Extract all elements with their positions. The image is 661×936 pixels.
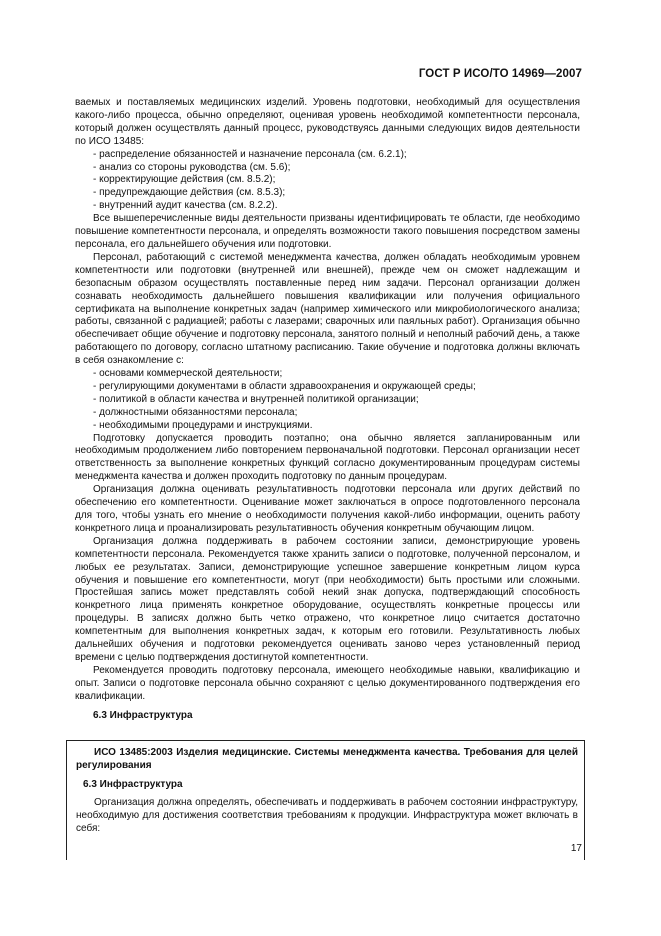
section-heading: 6.3 Инфраструктура xyxy=(93,709,193,721)
training-topics-list xyxy=(75,368,580,433)
document-code-header: ГОСТ Р ИСО/ТО 14969—2007 xyxy=(418,68,582,80)
paragraph: Рекомендуется проводить подготовку персонала, имеющего необходимые навыки, квалификацию и опыт. Записи о подготовке персонала обычно сохраняют с целью документированного подтверждения его квалификации. xyxy=(75,664,580,702)
quoted-section-heading: 6.3 Инфраструктура xyxy=(83,778,183,790)
list-item: - внутренний аудит качества (см. 8.2.2). xyxy=(93,200,278,212)
list-item: - корректирующие действия (см. 8.5.2); xyxy=(93,174,276,186)
paragraph: Организация должна оценивать результативность подготовки персонала или других действий по обеспечению его компетентности. Оценивание может заключаться в опросе подготовленного персонала для того, чтобы узнать его мнение о необходимости получения какой-либо информации, оценить работу конкретного лица и проанализировать результативность обучения конкретным обучающим лицом. xyxy=(75,484,580,534)
list-item: - анализ со стороны руководства (см. 5.6); xyxy=(93,161,291,173)
paragraph: Подготовку допускается проводить поэтапно; она обычно является запланированным или необходимым продолжением либо повторением первоначальной подготовки. Персонал организации несет ответственность за выполнение конкретных функций согласно документированным процедурам системы менеджмента качества и должен проходить подготовку по данным процедурам. xyxy=(75,432,580,483)
main-text xyxy=(75,97,580,729)
list-item: - основами коммерческой деятельности; xyxy=(93,368,283,380)
quoted-paragraph: Организация должна определять, обеспечивать и поддерживать в рабочем состоянии инфраструктуру, необходимую для достижения соответствия требованиям к продукции. Инфраструктура может включать в себя: xyxy=(76,796,578,834)
paragraph: Персонал, работающий с системой менеджмента качества, должен обладать необходимым уровнем компетентности или подготовки (внутренней или внешней), прежде чем он сможет надлежащим и безопасным образом осуществлять поставленные перед ним задачи. Персонал организации должен сознавать необходимость дальнейшего повышения квалификации или получения официального сертификата на выполнение конкретных задач (например химического или микробиологического анализа; работы, связанной с радиацией; работы с лазерами; сварочных или паяльных работ). Организация обычно обеспечивает общие обучение и подготовку персонала, занятого полный и неполный рабочий день, а также работающего по договору, согласно штатному расписанию. Такие обучение и подготовка должны включать в себя ознакомление с: xyxy=(75,251,580,367)
paragraph: ваемых и поставляемых медицинских изделий. Уровень подготовки, необходимый для осуществления какого-либо процесса, обычно определяют, оценивая уровень необходимой компетентности персонала, который должен осуществлять данный процесс, руководствуясь данными следующих видов деятельности по ИСО 13485: xyxy=(75,97,580,147)
list-item: - политикой в области качества и внутренней политикой организации; xyxy=(93,393,419,405)
paragraph: Все вышеперечисленные виды деятельности призваны идентифицировать те области, где необходимо повышение компетентности персонала, и определять возможности такого повышения посредством замены персонала, его дальнейшего обучения или подготовки. xyxy=(75,213,580,250)
list-item: - распределение обязанностей и назначение персонала (см. 6.2.1); xyxy=(93,148,407,160)
standard-title: ИСО 13485:2003 Изделия медицинские. Системы менеджмента качества. Требования для целей регулирования xyxy=(76,747,578,771)
list-item: - должностными обязанностями персонала; xyxy=(93,406,298,418)
list-item: - предупреждающие действия (см. 8.5.3); xyxy=(93,187,286,199)
activities-list xyxy=(75,149,580,214)
list-item: - необходимыми процедурами и инструкциями. xyxy=(93,419,313,431)
list-item: - регулирующими документами в области здравоохранения и окружающей среды; xyxy=(93,380,476,392)
paragraph: Организация должна поддерживать в рабочем состоянии записи, демонстрирующие уровень компетентности персонала. Рекомендуется также хранить записи о подготовке, полученной персоналом, и любых ее результатах. Записи, демонстрирующие успешное завершение конкретным лицом курса обучения и повышение его компетентности, могут (при необходимости) быть простыми или сложными. Простейшая запись может представлять собой некий знак допуска, подтверждающий способность конкретного лица применять конкретное оборудование, осуществлять конкретные процессы или процедуры. В записях должно быть четко отражено, что конкретное лицо считается достаточно компетентным для выполнения конкретных задач, к которым его готовили. Результативность любых дальнейших обучения и подготовки рекомендуется оценивать заново через установленный период времени с целью подтверждения достигнутой компетентности. xyxy=(75,535,580,663)
standard-quote-box xyxy=(66,740,585,860)
page-number: 17 xyxy=(570,843,582,854)
